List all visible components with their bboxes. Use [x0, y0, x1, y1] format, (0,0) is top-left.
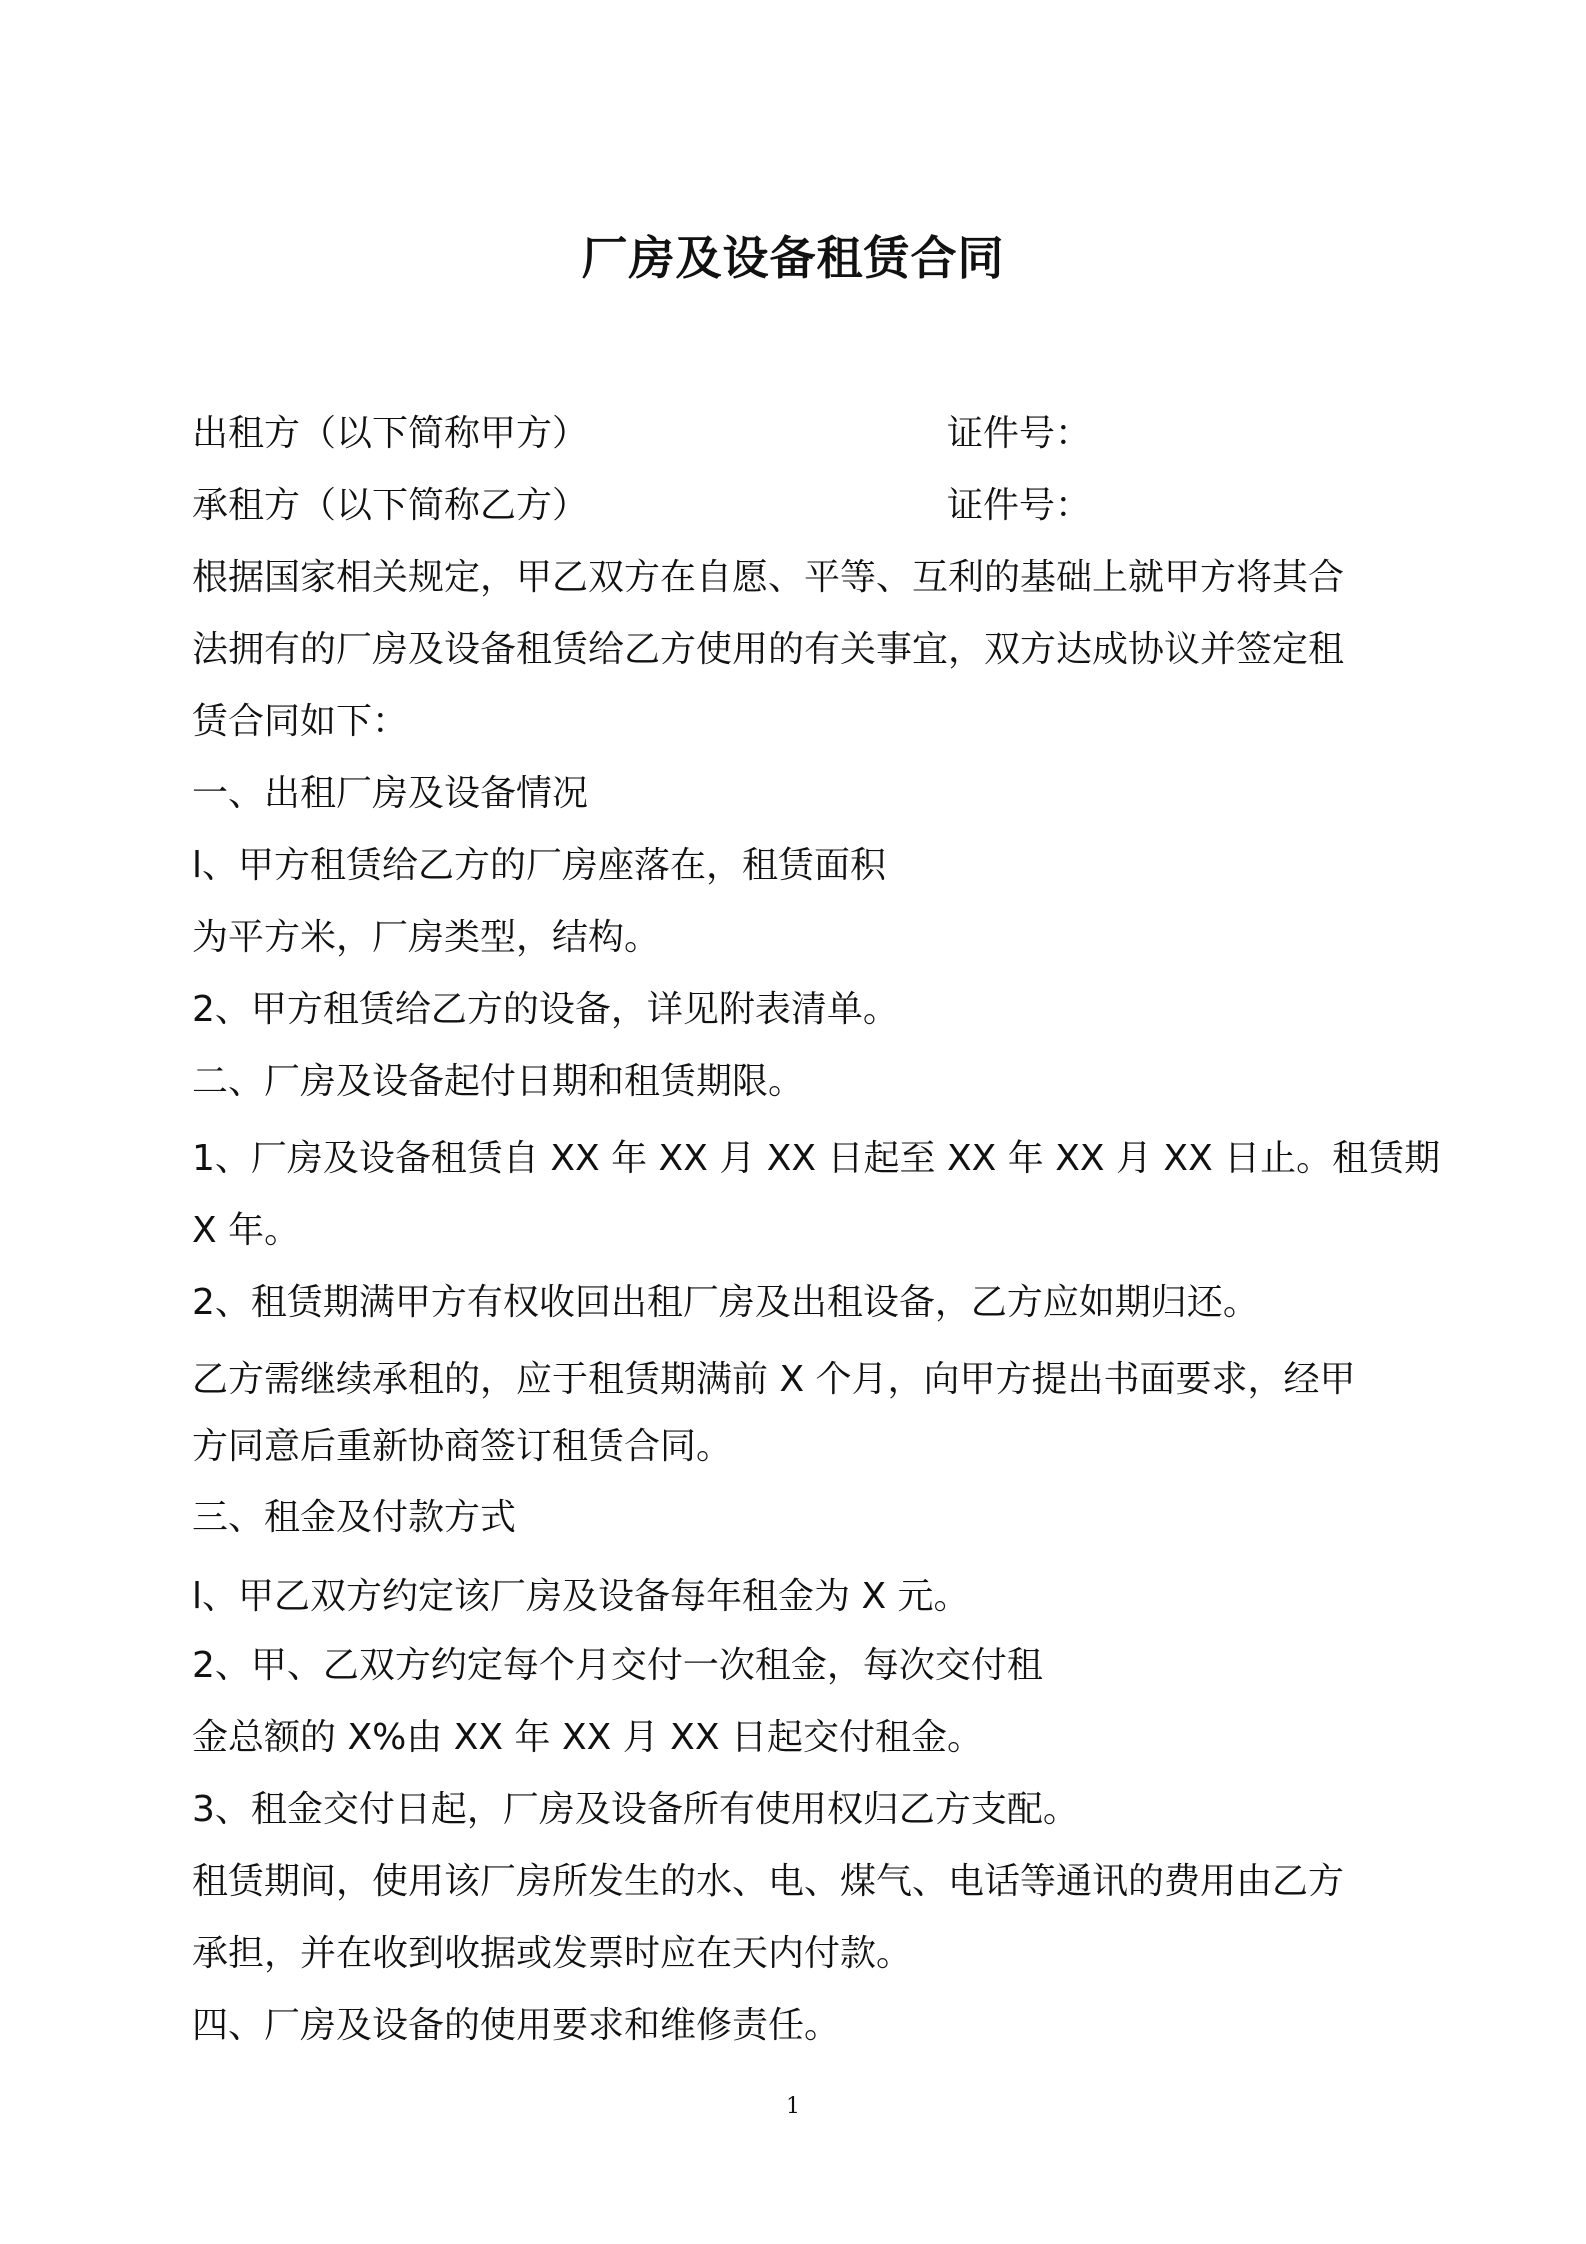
body-line: 法拥有的厂房及设备租赁给乙方使用的有关事宜，双方达成协议并签定租	[192, 629, 1345, 670]
body-line: 2、甲方租赁给乙方的设备，详见附表清单。	[192, 989, 899, 1030]
body-line: 根据国家相关规定，甲乙双方在自愿、平等、互利的基础上就甲方将其合	[192, 557, 1345, 598]
body-line: 方同意后重新协商签订租赁合同。	[192, 1426, 733, 1467]
section-heading: 二、厂房及设备起付日期和租赁期限。	[192, 1061, 805, 1102]
section-heading: 一、出租厂房及设备情况	[192, 773, 589, 814]
party-lessee-label: 承租方（以下简称乙方）	[192, 485, 589, 526]
party-lessor	[192, 412, 1092, 456]
body-line: 赁合同如下：	[192, 701, 409, 742]
section-heading: 三、租金及付款方式	[192, 1497, 517, 1538]
body-line: l、甲乙双方约定该厂房及设备每年租金为 X 元。	[192, 1576, 970, 1617]
party-lessor-id-label: 证件号：	[947, 413, 1092, 454]
body-line: 2、甲、乙双方约定每个月交付一次租金，每次交付租	[192, 1645, 1043, 1686]
party-lessor-label: 出租方（以下简称甲方）	[192, 413, 589, 454]
body-line: X 年。	[192, 1210, 301, 1251]
party-lessee	[192, 484, 1092, 528]
body-line: 金总额的 X%由 XX 年 XX 月 XX 日起交付租金。	[192, 1717, 983, 1758]
body-line: 2、租赁期满甲方有权收回出租厂房及出租设备，乙方应如期归还。	[192, 1282, 1259, 1323]
body-line: 1、厂房及设备租赁自 XX 年 XX 月 XX 日起至 XX 年 XX 月 XX 日止。租赁期	[192, 1138, 1441, 1179]
body-line: l、甲方租赁给乙方的厂房座落在，租赁面积	[192, 845, 887, 886]
body-line: 租赁期间，使用该厂房所发生的水、电、煤气、电话等通讯的费用由乙方	[192, 1861, 1345, 1902]
page-number: 1	[786, 2094, 800, 2119]
body-line: 承担，并在收到收据或发票时应在天内付款。	[192, 1933, 913, 1974]
section-heading: 四、厂房及设备的使用要求和维修责任。	[192, 2005, 841, 2046]
document-title: 厂房及设备租赁合同	[581, 231, 1005, 285]
party-lessee-id-label: 证件号：	[947, 485, 1092, 526]
body-line: 3、租金交付日起，厂房及设备所有使用权归乙方支配。	[192, 1789, 1079, 1830]
body-line: 乙方需继续承租的，应于租赁期满前 X 个月，向甲方提出书面要求，经甲	[192, 1359, 1356, 1400]
body-line: 为平方米，厂房类型，结构。	[192, 917, 661, 958]
